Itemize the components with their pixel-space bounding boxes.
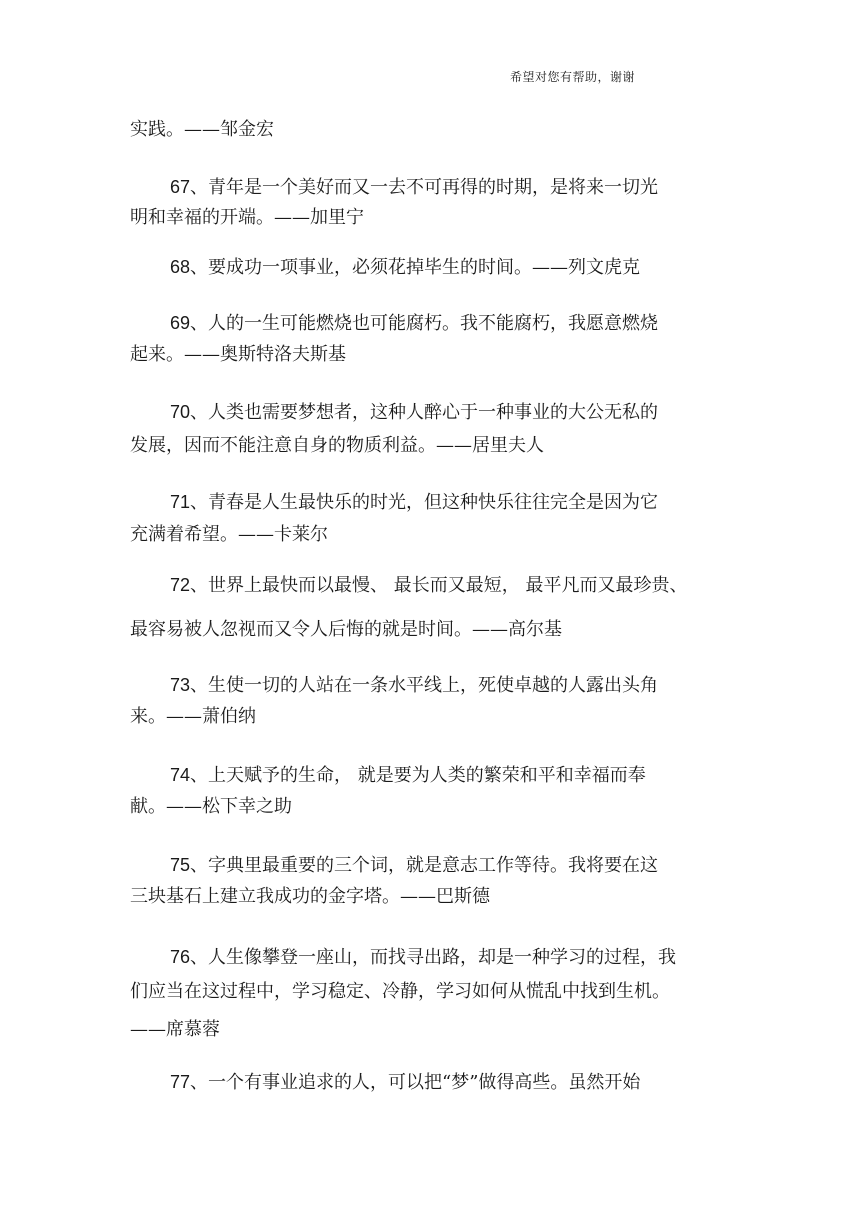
quote-text: 们应当在这过程中，学习稳定、冷静，学习如何从慌乱中找到生机。 xyxy=(130,981,670,1002)
quote-number: 76 xyxy=(170,947,191,967)
quote-text: 、字典里最重要的三个词，就是意志工作等待。我将要在这 xyxy=(190,855,659,876)
quote-text: ——席慕蓉 xyxy=(130,1019,220,1040)
quote-text: 、世界上最快而以最慢、 最长而又最短， 最平凡而又最珍贵、 xyxy=(190,575,688,596)
quote-text: 、人生像攀登一座山，而找寻出路，却是一种学习的过程，我 xyxy=(190,947,677,968)
quote-number: 77 xyxy=(170,1072,191,1092)
quote-line xyxy=(130,1019,220,1041)
quote-line-start xyxy=(170,256,640,279)
quote-line-start xyxy=(170,401,658,424)
quote-text: 起来。——奥斯特洛夫斯基 xyxy=(130,344,346,365)
quote-text: 、青春是人生最快乐的时光，但这种快乐往往完全是因为它 xyxy=(190,492,659,513)
quote-line-start xyxy=(170,764,646,787)
quote-line-start xyxy=(170,674,658,697)
quote-number: 68 xyxy=(170,257,191,277)
quote-text: 、要成功一项事业，必须花掉毕生的时间。——列文虎克 xyxy=(190,257,641,278)
quote-text: 献。——松下幸之助 xyxy=(130,796,292,817)
quote-line xyxy=(130,344,346,366)
quote-line-start xyxy=(170,946,676,969)
quote-text: 充满着希望。——卡莱尔 xyxy=(130,524,328,545)
quote-number: 72 xyxy=(170,575,191,595)
quote-number: 67 xyxy=(170,177,191,197)
quote-line-start xyxy=(170,312,658,335)
quote-number: 74 xyxy=(170,765,191,785)
quote-text: 三块基石上建立我成功的金字塔。——巴斯德 xyxy=(130,886,490,907)
quote-text: 明和幸福的开端。——加里宁 xyxy=(130,207,364,228)
quote-line xyxy=(130,706,256,728)
quote-line-start xyxy=(170,176,658,199)
quote-text: 最容易被人忽视而又令人后悔的就是时间。——高尔基 xyxy=(130,619,562,640)
quote-number: 73 xyxy=(170,675,191,695)
quote-line xyxy=(130,207,364,229)
quote-line-start xyxy=(170,491,658,514)
quote-text: 来。——萧伯纳 xyxy=(130,706,256,727)
quote-text: 、人的一生可能燃烧也可能腐朽。我不能腐朽，我愿意燃烧 xyxy=(190,313,659,334)
quote-text: 、上天赋予的生命， 就是要为人类的繁荣和平和幸福而奉 xyxy=(190,765,646,786)
quote-line xyxy=(130,435,544,457)
quote-number: 71 xyxy=(170,492,191,512)
quote-line-start xyxy=(170,1071,640,1094)
quote-number: 75 xyxy=(170,855,191,875)
quote-text: 、一个有事业追求的人，可以把“梦”做得高些。虽然开始 xyxy=(190,1072,641,1093)
quote-text: 、青年是一个美好而又一去不可再得的时期，是将来一切光 xyxy=(190,177,659,198)
quote-text: 、人类也需要梦想者，这种人醉心于一种事业的大公无私的 xyxy=(190,402,659,423)
quote-number: 70 xyxy=(170,402,191,422)
quote-line xyxy=(130,886,490,908)
quote-line xyxy=(130,796,292,818)
quote-text: 发展，因而不能注意自身的物质利益。——居里夫人 xyxy=(130,435,544,456)
quote-line xyxy=(130,981,670,1003)
quote-line xyxy=(130,119,274,141)
quote-line-start xyxy=(170,574,687,597)
quote-text: 、生使一切的人站在一条水平线上，死使卓越的人露出头角 xyxy=(190,675,659,696)
quote-number: 69 xyxy=(170,313,191,333)
quote-line xyxy=(130,619,562,641)
quote-text: 实践。——邹金宏 xyxy=(130,119,274,140)
quote-line xyxy=(130,524,328,546)
quote-line-start xyxy=(170,854,658,877)
page-header: 希望对您有帮助，谢谢 xyxy=(510,70,636,84)
